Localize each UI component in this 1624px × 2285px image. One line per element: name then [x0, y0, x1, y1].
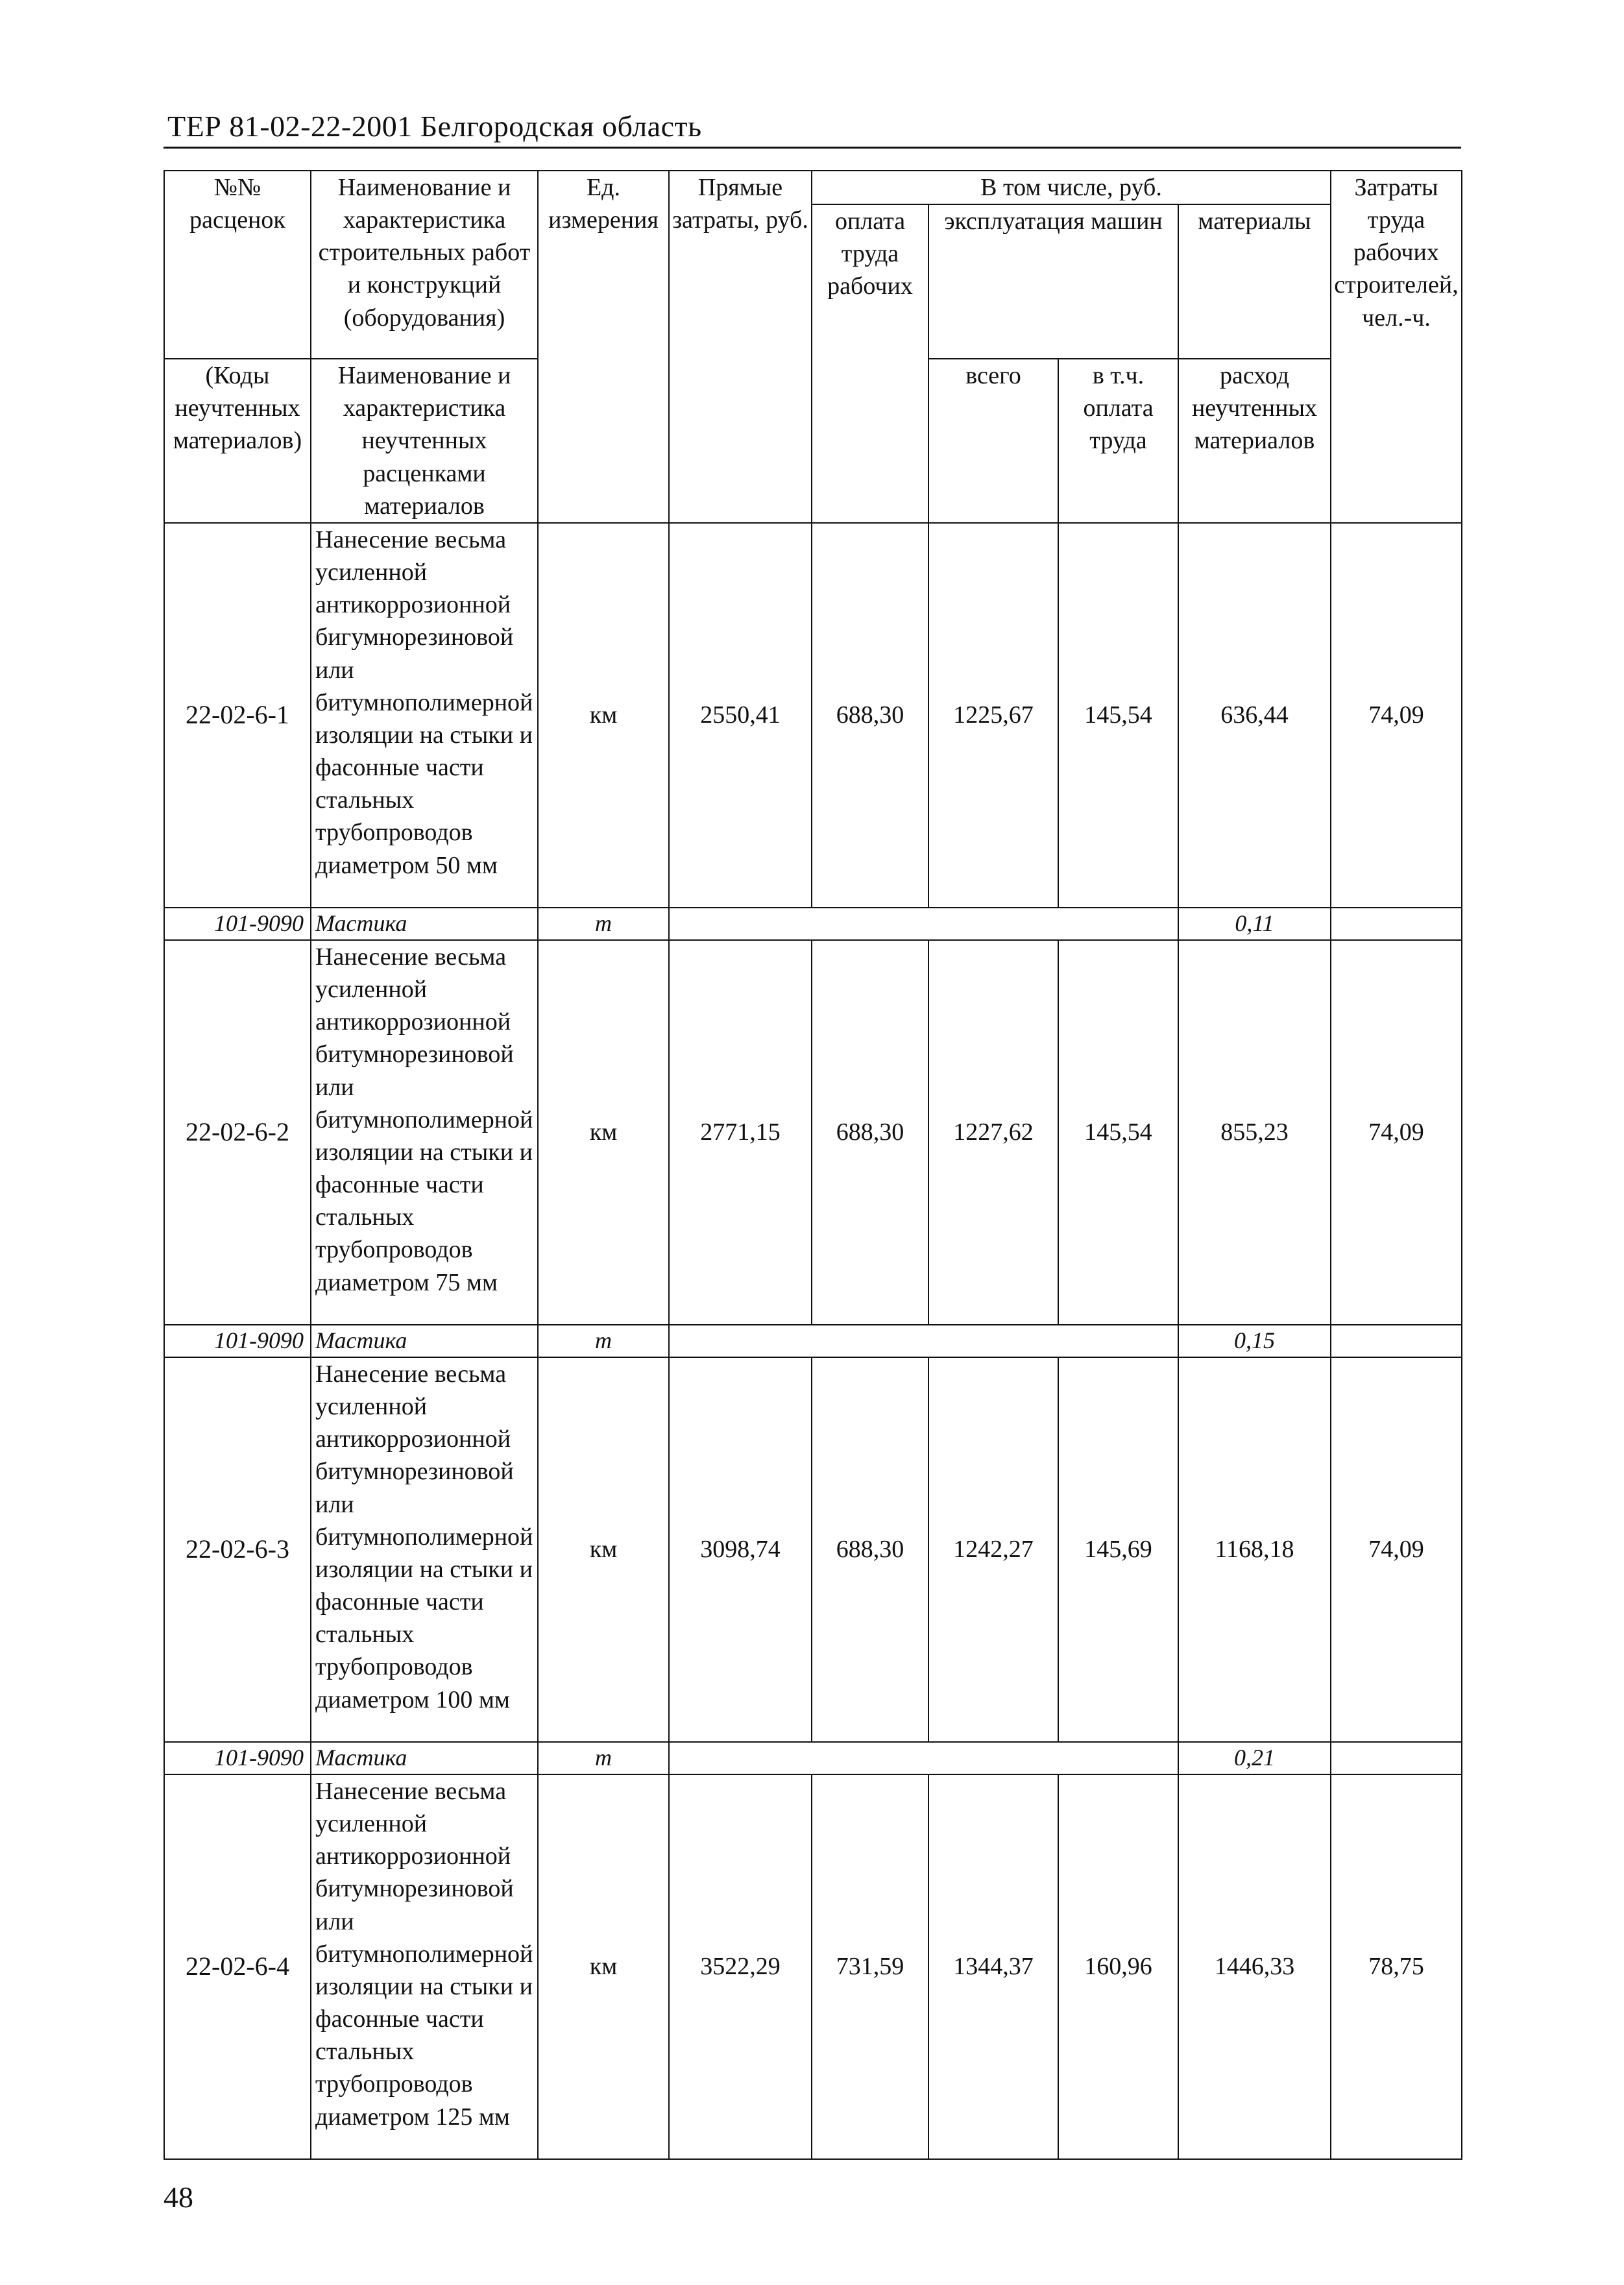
- head-name2: Наименование и характеристика неучтенных расценками материалов: [311, 359, 538, 523]
- material-qty: 0,21: [1178, 1742, 1331, 1774]
- work-name: Нанесение весьма усиленной антикоррозионной бигумнорезиновой или битумнополимерной изоляции на стыки и фасонные части стальных трубопроводов диаметром 50 мм: [311, 523, 538, 908]
- unit: км: [538, 523, 669, 908]
- table-row: [164, 940, 1462, 1325]
- material-name: Мастика: [311, 908, 538, 940]
- machines-cost: 1344,37: [928, 1774, 1058, 2159]
- materials-cost: 1446,33: [1178, 1774, 1331, 2159]
- material-code: 101-9090: [164, 1325, 311, 1357]
- labor-cost: 688,30: [812, 523, 928, 908]
- material-unit: т: [538, 1325, 669, 1357]
- direct-cost: 3098,74: [669, 1357, 812, 1742]
- labor-hours: 74,09: [1331, 1357, 1462, 1742]
- head-labor: оплата труда рабочих: [812, 204, 928, 523]
- head-total: всего: [928, 359, 1058, 523]
- work-name: Нанесение весьма усиленной антикоррозионной битумнорезиновой или битумнополимерной изоляции на стыки и фасонные части стальных трубопроводов диаметром 100 мм: [311, 1357, 538, 1742]
- labor-cost: 688,30: [812, 940, 928, 1325]
- material-qty: 0,15: [1178, 1325, 1331, 1357]
- material-unit: т: [538, 908, 669, 940]
- labor-hours: 78,75: [1331, 1774, 1462, 2159]
- machines-labor-cost: 145,69: [1058, 1357, 1178, 1742]
- direct-cost: 2771,15: [669, 940, 812, 1325]
- table-row: [164, 1357, 1462, 1742]
- head-codes: (Коды неучтенных материалов): [164, 359, 311, 523]
- labor-cost: 731,59: [812, 1774, 928, 2159]
- material-code: 101-9090: [164, 908, 311, 940]
- work-name: Нанесение весьма усиленной антикоррозионной битумнорезиновой или битумнополимерной изоляции на стыки и фасонные части стальных трубопроводов диаметром 75 мм: [311, 940, 538, 1325]
- machines-labor-cost: 160,96: [1058, 1774, 1178, 2159]
- unit: км: [538, 940, 669, 1325]
- header-rule: [164, 147, 1461, 149]
- head-incl: В том числе, руб.: [812, 171, 1331, 204]
- rate-code: 22-02-6-2: [164, 940, 311, 1325]
- materials-cost: 1168,18: [1178, 1357, 1331, 1742]
- table-row: [164, 1774, 1462, 2159]
- material-qty: 0,11: [1178, 908, 1331, 940]
- materials-cost: 636,44: [1178, 523, 1331, 908]
- head-num: №№ расценок: [164, 171, 311, 359]
- material-name: Мастика: [311, 1742, 538, 1774]
- head-machines: эксплуатация машин: [928, 204, 1178, 359]
- machines-labor-cost: 145,54: [1058, 940, 1178, 1325]
- materials-cost: 855,23: [1178, 940, 1331, 1325]
- price-table: [164, 170, 1462, 2160]
- work-name: Нанесение весьма усиленной антикоррозионной битумнорезиновой или битумнополимерной изоляции на стыки и фасонные части стальных трубопроводов диаметром 125 мм: [311, 1774, 538, 2159]
- labor-hours: 74,09: [1331, 523, 1462, 908]
- head-consumption: расход неучтенных материалов: [1178, 359, 1331, 523]
- material-name: Мастика: [311, 1325, 538, 1357]
- direct-cost: 3522,29: [669, 1774, 812, 2159]
- table-row: [164, 523, 1462, 908]
- rate-code: 22-02-6-1: [164, 523, 311, 908]
- machines-cost: 1242,27: [928, 1357, 1058, 1742]
- head-name: Наименование и характеристика строительных работ и конструкций (оборудования): [311, 171, 538, 359]
- material-unit: т: [538, 1742, 669, 1774]
- head-direct: Прямые затраты, руб.: [669, 171, 812, 523]
- page-number: 48: [164, 2181, 193, 2214]
- page-header: ТЕР 81-02-22-2001 Белгородская область: [167, 110, 702, 143]
- unit: км: [538, 1357, 669, 1742]
- rate-code: 22-02-6-4: [164, 1774, 311, 2159]
- material-code: 101-9090: [164, 1742, 311, 1774]
- material-row: [164, 1325, 1462, 1357]
- head-unit: Ед. измерения: [538, 171, 669, 523]
- material-row: [164, 1742, 1462, 1774]
- material-row: [164, 908, 1462, 940]
- machines-labor-cost: 145,54: [1058, 523, 1178, 908]
- machines-cost: 1227,62: [928, 940, 1058, 1325]
- head-incl-labor: в т.ч. оплата труда: [1058, 359, 1178, 523]
- machines-cost: 1225,67: [928, 523, 1058, 908]
- head-materials: материалы: [1178, 204, 1331, 359]
- labor-cost: 688,30: [812, 1357, 928, 1742]
- unit: км: [538, 1774, 669, 2159]
- labor-hours: 74,09: [1331, 940, 1462, 1325]
- rate-code: 22-02-6-3: [164, 1357, 311, 1742]
- head-workers: Затраты труда рабочих строителей, чел.-ч.: [1331, 171, 1462, 523]
- direct-cost: 2550,41: [669, 523, 812, 908]
